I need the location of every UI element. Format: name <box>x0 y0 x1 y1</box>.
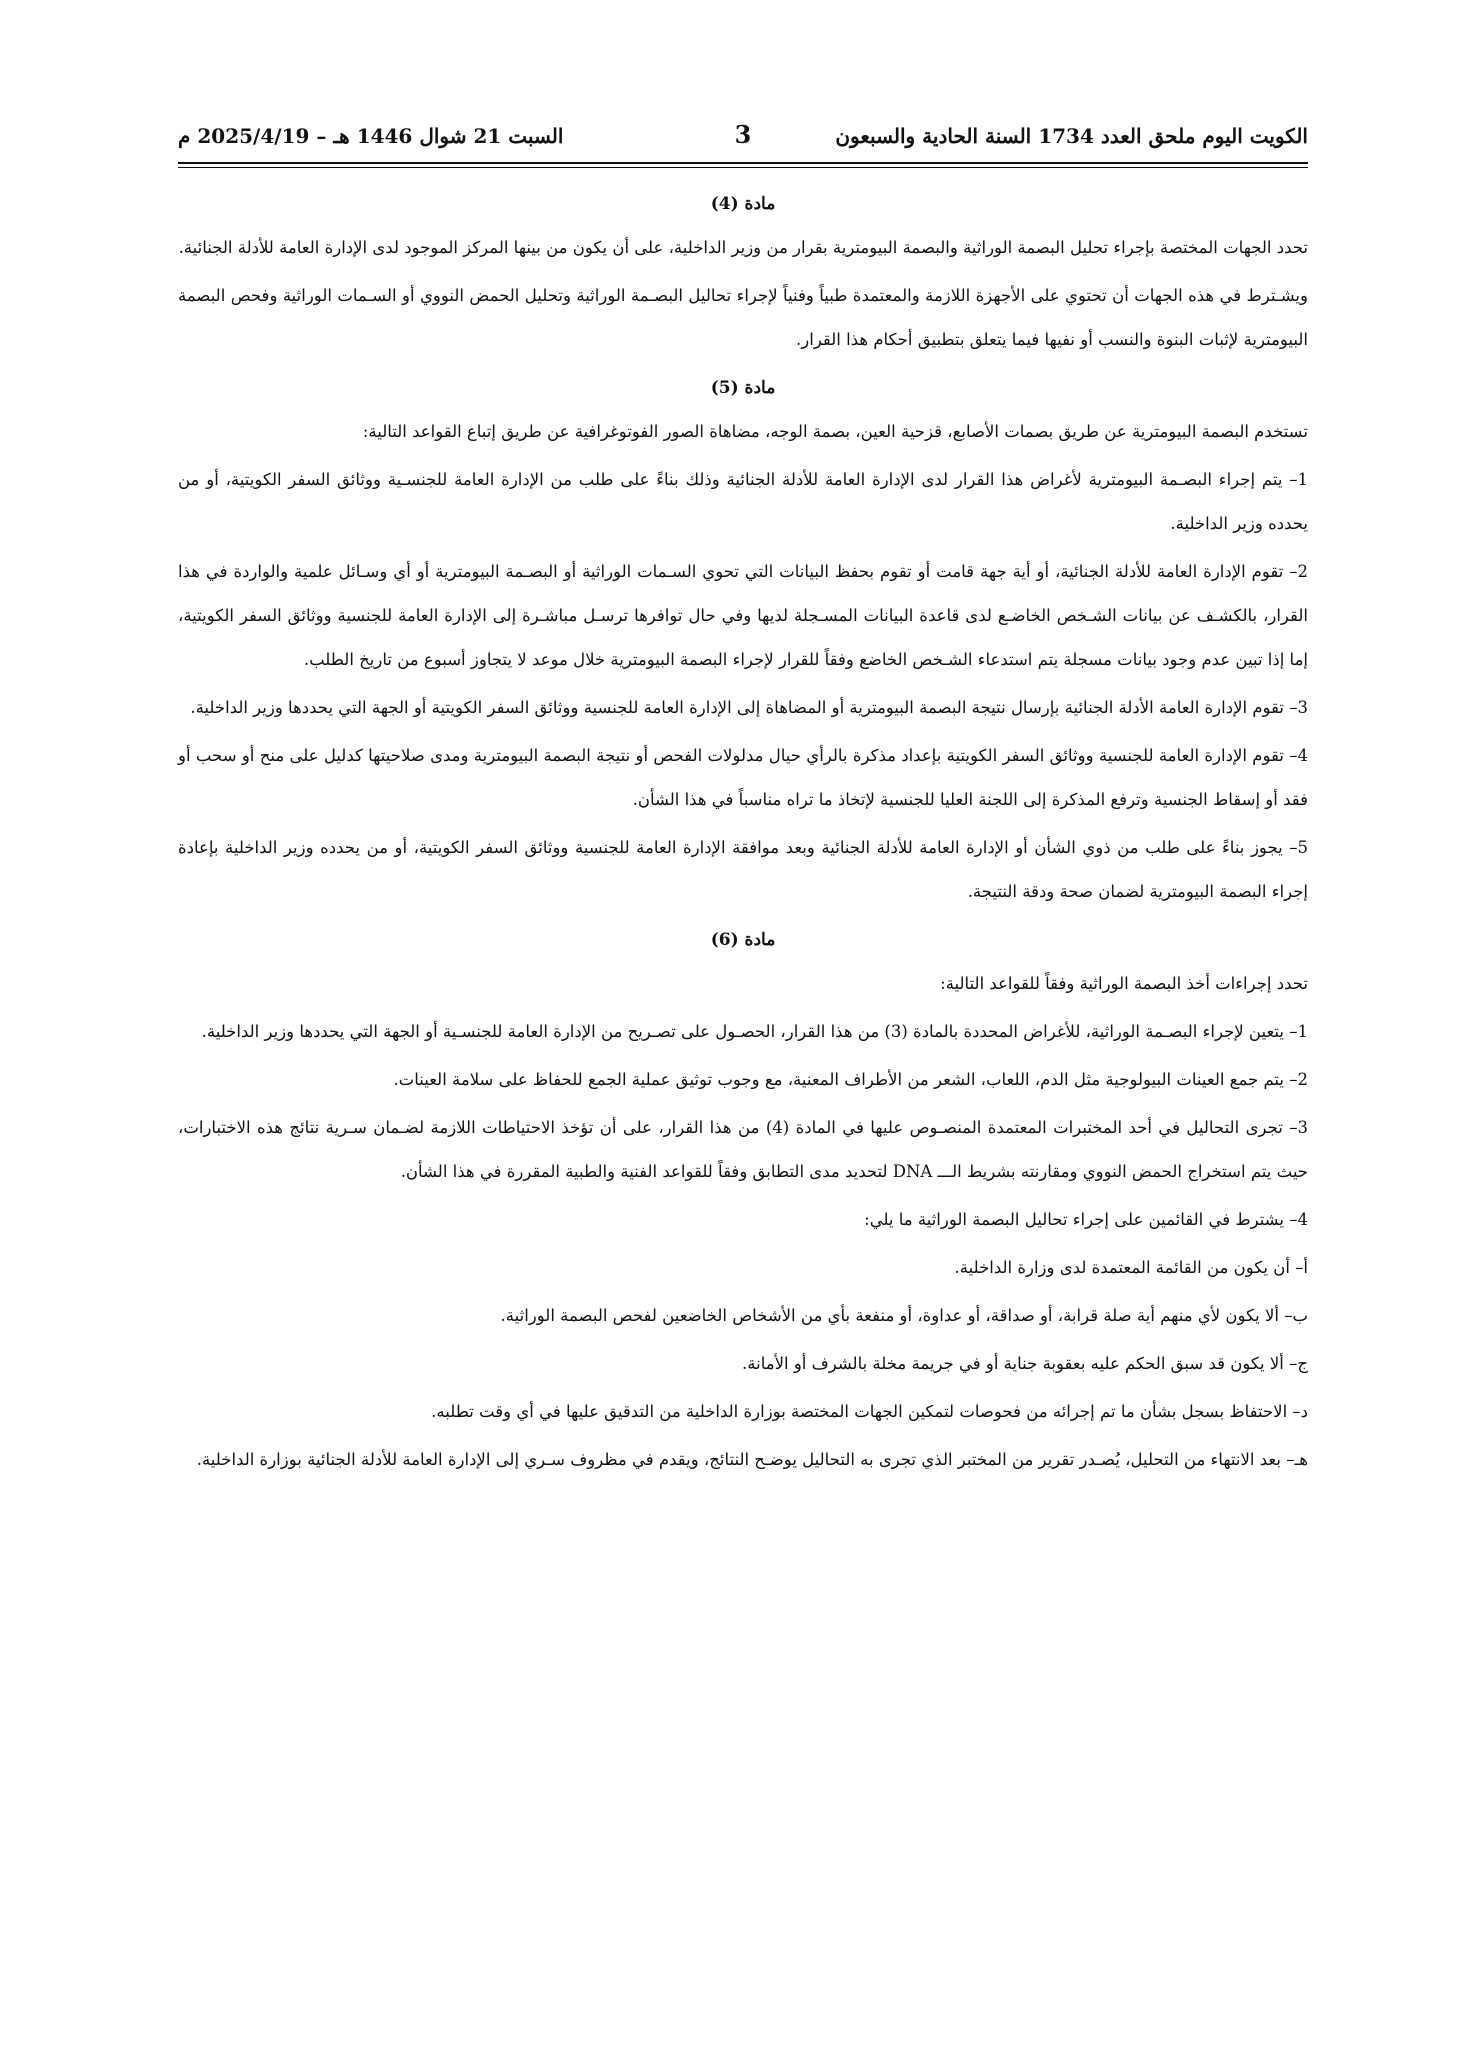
document-body <box>178 182 1308 1486</box>
article-clause: 2– تقوم الإدارة العامة للأدلة الجنائية، أو أية جهة قامت أو تقوم بحفظ البيانات التي تحوي السـمات الوراثية أو البصـمة البيومترية أو أي وسـائل علمية والواردة في هذا القرار، بالكشـف عن بيانات الشـخص الخاضـع لدى قاعدة البيانات المسـجلة لديها وفي حال توافرها ترسـل مباشـرة إلى الإدارة العامة للجنسية ووثائق السفر الكويتية، إما إذا تبين عدم وجود بيانات مسجلة يتم استدعاء الشـخص الخاضع وفقاً للقرار لإجراء البصمة البيومترية خلال موعد لا يتجاوز أسبوع من تاريخ الطلب. <box>178 562 1308 669</box>
article-subclause: أ– أن يكون من القائمة المعتمدة لدى وزارة الداخلية. <box>954 1258 1308 1277</box>
article-subclause: ب– ألا يكون لأي منهم أية صلة قرابة، أو صداقة، أو عداوة، أو منفعة بأي من الأشخاص الخاضعين لفحص البصمة الوراثية. <box>500 1306 1308 1325</box>
article-clause: 4– تقوم الإدارة العامة للجنسية ووثائق السفر الكويتية بإعداد مذكرة بالرأي حيال مدلولات الفحص أو نتيجة البصمة البيومترية ومدى صلاحيتها كدليل على منح أو سحب أو فقد أو إسقاط الجنسية وترفع المذكرة إلى اللجنة العليا للجنسية لإتخاذ ما تراه مناسباً في هذا الشأن. <box>178 746 1308 809</box>
page-header <box>178 118 1308 158</box>
article-clause: 4– يشترط في القائمين على إجراء تحاليل البصمة الوراثية ما يلي: <box>864 1210 1308 1229</box>
article-5 <box>178 366 1308 914</box>
article-subclause: د– الاحتفاظ بسجل بشأن ما تم إجرائه من فحوصات لتمكين الجهات المختصة بوزارة الداخلية من التدقيق عليها في أي وقت تطلبه. <box>431 1402 1308 1421</box>
article-4 <box>178 182 1308 362</box>
article-clause: 5– يجوز بناءً على طلب من ذوي الشأن أو الإدارة العامة للأدلة الجنائية وبعد موافقة الإدارة العامة للجنسية ووثائق السفر الكويتية، أو من يحدده وزير الداخلية بإعادة إجراء البصمة البيومترية لضمان صحة ودقة النتيجة. <box>178 838 1308 901</box>
page-number: 3 <box>734 120 752 149</box>
article-6 <box>178 918 1308 1482</box>
header-divider <box>178 162 1308 164</box>
article-paragraph: ويشـترط في هذه الجهات أن تحتوي على الأجهزة اللازمة والمعتمدة طبياً وفنياً لإجراء تحاليل البصـمة الوراثية وتحليل الحمض النووي أو السـمات الوراثية وفحص البصمة البيومترية لإثبات البنوة والنسب أو نفيها فيما يتعلق بتطبيق أحكام هذا القرار. <box>178 286 1308 349</box>
article-clause: 1– يتم إجراء البصـمة البيومترية لأغراض هذا القرار لدى الإدارة العامة للأدلة الجنائية وذلك بناءً على طلب من الإدارة العامة للجنسـية ووثائق السفر الكويتية، أو من يحدده وزير الداخلية. <box>178 470 1308 533</box>
article-title: مادة (6) <box>710 930 776 950</box>
article-paragraph: تحدد الجهات المختصة بإجراء تحليل البصمة الوراثية والبصمة البيومترية بقرار من وزير الداخلية، على أن يكون من بينها المركز الموجود لدى الإدارة العامة للأدلة الجنائية. <box>178 238 1308 257</box>
gazette-page <box>178 0 1308 2067</box>
issue-date: السبت 21 شوال 1446 هـ – 2025/4/19 م <box>178 124 564 148</box>
article-subclause: هـ– بعد الانتهاء من التحليل، يُصـدر تقرير من المختبر الذي تجرى به التحاليل يوضـح النتائج، ويقدم في مظروف سـري إلى الإدارة العامة للأدلة الجنائية بوزارة الداخلية. <box>196 1450 1308 1469</box>
publication-info: الكويت اليوم ملحق العدد 1734 السنة الحادية والسبعون <box>835 124 1308 148</box>
article-paragraph: تحدد إجراءات أخذ البصمة الوراثية وفقاً للقواعد التالية: <box>940 974 1308 993</box>
article-clause: 3– تقوم الإدارة العامة الأدلة الجنائية بإرسال نتيجة البصمة البيومترية أو المضاهاة إلى الإدارة العامة للجنسية ووثائق السفر الكويتية أو الجهة التي يحددها وزير الداخلية. <box>190 698 1308 717</box>
article-clause: 1– يتعين لإجراء البصـمة الوراثية، للأغراض المحددة بالمادة (3) من هذا القرار، الحصـول على تصـريح من الإدارة العامة للجنسـية أو الجهة التي يحددها وزير الداخلية. <box>201 1022 1308 1041</box>
article-clause: 3– تجرى التحاليل في أحد المختبرات المعتمدة المنصـوص عليها في المادة (4) من هذا القرار، على أن تؤخذ الاحتياطات اللازمة لضـمان سـرية نتائج هذه الاختبارات، حيث يتم استخراج الحمض النووي ومقارنته بشريط الـــ DNA لتحديد مدى التطابق وفقاً للقواعد الفنية والطبية المقررة في هذا الشأن. <box>178 1118 1308 1181</box>
article-paragraph: تستخدم البصمة البيومترية عن طريق بصمات الأصابع، قزحية العين، بصمة الوجه، مضاهاة الصور الفوتوغرافية عن طريق إتباع القواعد التالية: <box>362 422 1308 441</box>
article-title: مادة (4) <box>710 194 776 214</box>
article-title: مادة (5) <box>710 378 776 398</box>
header-divider-thin <box>178 167 1308 168</box>
article-clause: 2– يتم جمع العينات البيولوجية مثل الدم، اللعاب، الشعر من الأطراف المعنية، مع وجوب توثيق عملية الجمع للحفاظ على سلامة العينات. <box>393 1070 1308 1089</box>
article-subclause: ج– ألا يكون قد سبق الحكم عليه بعقوبة جناية أو في جريمة مخلة بالشرف أو الأمانة. <box>742 1354 1308 1373</box>
